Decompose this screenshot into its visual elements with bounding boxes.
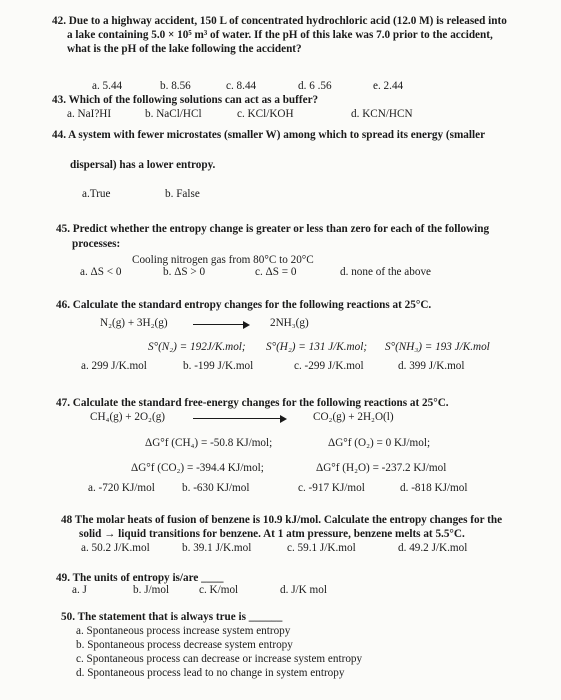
q43-option-a[interactable]: a. NaI?HI xyxy=(67,108,112,120)
q42-option-c[interactable]: c. 8.44 xyxy=(226,80,257,92)
q42-stem-line2: a lake containing 5.0 × 10⁵ m³ of water. If the pH of this lake was 7.0 prior to the accident, xyxy=(67,29,493,41)
q46-entropy-nh3: S°(NH₃) = 193 J/K.mol xyxy=(385,341,490,353)
q42-option-a[interactable]: a. 5.44 xyxy=(92,80,123,92)
q48-option-a[interactable]: a. 50.2 J/K.mol xyxy=(81,542,150,554)
q46-option-b[interactable]: b. -199 J/K.mol xyxy=(183,360,254,372)
q49-option-a[interactable]: a. J xyxy=(72,584,87,596)
q45-option-b[interactable]: b. ΔS > 0 xyxy=(163,266,206,278)
q42-option-e[interactable]: e. 2.44 xyxy=(373,80,404,92)
q45-stem-line2: processes: xyxy=(72,238,121,250)
q50-option-c[interactable]: c. Spontaneous process can decrease or increase system entropy xyxy=(76,653,363,665)
q50-option-a[interactable]: a. Spontaneous process increase system entropy xyxy=(76,625,291,637)
q47-dg-co2: ΔG°f (CO₂) = -394.4 KJ/mol; xyxy=(131,462,264,474)
q46-reactants: N₂(g) + 3H₂(g) xyxy=(100,317,168,329)
q45-option-c[interactable]: c. ΔS = 0 xyxy=(255,266,297,278)
q50-option-b[interactable]: b. Spontaneous process decrease system entropy xyxy=(76,639,293,651)
q47-reactants: CH₄(g) + 2O₂(g) xyxy=(90,411,166,423)
q50-option-d[interactable]: d. Spontaneous process lead to no change in system entropy xyxy=(76,667,345,679)
q47-reaction-arrow xyxy=(193,418,285,419)
q46-reaction-arrow xyxy=(193,324,248,325)
q43-stem: 43. Which of the following solutions can act as a buffer? xyxy=(52,94,319,106)
q49-option-b[interactable]: b. J/mol xyxy=(133,584,170,596)
q42-option-d[interactable]: d. 6 .56 xyxy=(298,80,332,92)
q42-stem-line3: what is the pH of the lake following the accident? xyxy=(67,43,302,55)
q44-option-b[interactable]: b. False xyxy=(165,188,200,200)
q47-option-d[interactable]: d. -818 KJ/mol xyxy=(400,482,468,494)
q46-option-d[interactable]: d. 399 J/K.mol xyxy=(398,360,465,372)
q45-option-a[interactable]: a. ΔS < 0 xyxy=(80,266,122,278)
q46-entropy-h2: S°(H₂) = 131 J/K.mol; xyxy=(266,341,368,353)
q48-stem-line2: solid → liquid transitions for benzene. At 1 atm pressure, benzene melts at 5.5°C. xyxy=(79,528,465,540)
q43-option-b[interactable]: b. NaCl/HCl xyxy=(145,108,202,120)
q46-stem: 46. Calculate the standard entropy changes for the following reactions at 25°C. xyxy=(56,299,432,311)
q48-option-b[interactable]: b. 39.1 J/K.mol xyxy=(182,542,252,554)
q46-products: 2NH₃(g) xyxy=(270,317,309,329)
q47-dg-h2o: ΔG°f (H₂O) = -237.2 KJ/mol xyxy=(316,462,447,474)
q44-option-a[interactable]: a.True xyxy=(82,188,111,200)
q49-option-d[interactable]: d. J/K mol xyxy=(280,584,327,596)
q48-option-d[interactable]: d. 49.2 J/K.mol xyxy=(398,542,468,554)
q49-stem: 49. The units of entropy is/are ____ xyxy=(56,572,224,584)
q48-option-c[interactable]: c. 59.1 J/K.mol xyxy=(287,542,356,554)
q47-option-a[interactable]: a. -720 KJ/mol xyxy=(88,482,155,494)
q45-stem-line1: 45. Predict whether the entropy change is greater or less than zero for each of the following xyxy=(56,223,490,235)
q47-dg-o2: ΔG°f (O₂) = 0 KJ/mol; xyxy=(328,437,431,449)
q42-option-b[interactable]: b. 8.56 xyxy=(160,80,191,92)
q49-option-c[interactable]: c. K/mol xyxy=(199,584,239,596)
q47-stem: 47. Calculate the standard free-energy changes for the following reactions at 25°C. xyxy=(56,397,449,409)
q47-products: CO₂(g) + 2H₂O(l) xyxy=(313,411,394,423)
q48-stem-line1: 48 The molar heats of fusion of benzene is 10.9 kJ/mol. Calculate the entropy changes for the xyxy=(61,514,503,526)
q45-option-d[interactable]: d. none of the above xyxy=(340,266,432,278)
q42-stem-line1: 42. Due to a highway accident, 150 L of concentrated hydrochloric acid (12.0 M) is released into xyxy=(52,15,507,27)
q46-entropy-n2: S°(N₂) = 192J/K.mol; xyxy=(148,341,246,353)
q47-option-b[interactable]: b. -630 KJ/mol xyxy=(182,482,250,494)
q47-option-c[interactable]: c. -917 KJ/mol xyxy=(298,482,365,494)
q43-option-d[interactable]: d. KCN/HCN xyxy=(351,108,413,120)
q47-dg-ch4: ΔG°f (CH₄) = -50.8 KJ/mol; xyxy=(145,437,273,449)
q44-stem-line2: dispersal) has a lower entropy. xyxy=(70,159,216,171)
q50-stem: 50. The statement that is always true is ______ xyxy=(61,611,283,623)
q46-option-a[interactable]: a. 299 J/K.mol xyxy=(81,360,147,372)
q45-process: Cooling nitrogen gas from 80°C to 20°C xyxy=(132,254,314,266)
q43-option-c[interactable]: c. KCl/KOH xyxy=(237,108,294,120)
q44-stem-line1: 44. A system with fewer microstates (smaller W) among which to spread its energy (smaller xyxy=(52,129,486,141)
q46-option-c[interactable]: c. -299 J/K.mol xyxy=(294,360,364,372)
